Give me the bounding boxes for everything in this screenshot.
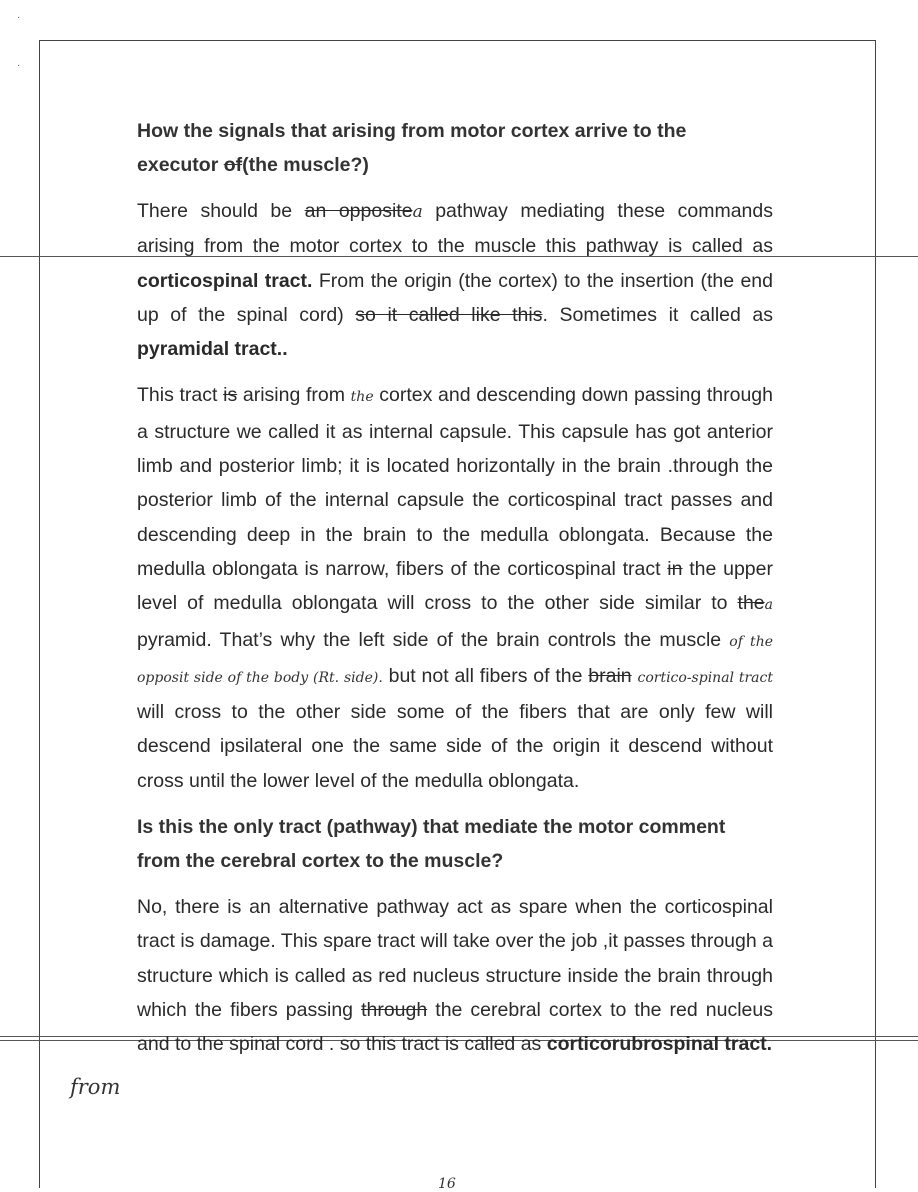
page-frame-top xyxy=(39,40,876,41)
bold-term: pyramidal tract.. xyxy=(137,338,288,361)
handwritten-insert: a xyxy=(764,597,773,614)
struck-word: is xyxy=(223,384,238,407)
page-frame-left xyxy=(39,40,40,1188)
handwritten-insert: of the opposit side of the body (Rt. side). xyxy=(137,633,773,686)
struck-word: an opposite xyxy=(304,200,413,222)
handwritten-insert: a xyxy=(412,202,423,222)
paragraph-text: cortex and descending down passing through a structure we called it as internal capsule. This capsule has got anterior limb and posterior limb; it is located horizontally in the brain .through the posterior limb of the internal capsule the corticospinal tract passes and descending deep in the brain to the medulla oblongata. Because the medulla oblongata is narrow, fibers of the corticospinal tract xyxy=(137,384,773,580)
struck-word: brain xyxy=(588,664,632,687)
paragraph-text: . Sometimes it called as xyxy=(542,303,774,326)
paragraph-text: but not all fibers of the xyxy=(382,664,589,687)
margin-note: from xyxy=(70,1075,121,1099)
paragraph-text: pathway mediating these commands arising from the motor cortex to the muscle this pathway is called as xyxy=(137,200,773,258)
struck-word: in xyxy=(667,557,683,580)
paragraph xyxy=(137,194,773,366)
page-frame-right xyxy=(875,40,876,1188)
section-heading xyxy=(137,114,773,182)
heading-text: (the muscle?) xyxy=(242,154,369,176)
bold-term: corticorubrospinal tract. xyxy=(546,1033,773,1056)
handwritten-insert: cortico-spinal tract xyxy=(637,669,773,686)
paragraph-text: From the origin (the cortex) to the insertion (the end up of the spinal cord) xyxy=(137,269,773,326)
paragraph xyxy=(137,890,773,1061)
document-body xyxy=(137,114,773,1074)
scan-mark: · xyxy=(17,12,21,23)
struck-word: the xyxy=(737,592,765,615)
paragraph-text: This tract xyxy=(137,384,224,407)
paragraph-text: pyramid. That’s why the left side of the brain controls the muscle xyxy=(137,628,730,651)
struck-word: so it called like this xyxy=(355,303,543,326)
scan-mark: · xyxy=(17,60,21,71)
struck-word: of xyxy=(223,154,243,176)
paragraph-text: There should be xyxy=(137,200,305,222)
handwritten-insert: the xyxy=(350,389,374,406)
paragraph-text: the upper level of medulla oblongata will cross to the other side similar to xyxy=(137,557,773,615)
paragraph-text: the cerebral cortex to the red nucleus and to the spinal cord . so this tract is called as xyxy=(137,998,774,1056)
section-heading: Is this the only tract (pathway) that mediate the motor comment from the cerebral cortex to the muscle? xyxy=(137,816,726,873)
bold-term: corticospinal tract. xyxy=(137,269,313,292)
page-number: 16 xyxy=(438,1176,456,1192)
paragraph-text: will cross to the other side some of the fibers that are only few will descend ipsilateral one the same side of the origin it descend without cross until the lower level of the medulla oblongata. xyxy=(137,701,773,792)
paragraph xyxy=(137,378,773,798)
heading-text: How the signals that arising from motor cortex arrive to the executor xyxy=(137,120,687,176)
paragraph-text: No, there is an alternative pathway act as spare when the corticospinal tract is damage. This spare tract will take over the job ,it passes through a structure which is called as red nucleus structure inside the brain through which the fibers passing xyxy=(137,896,773,1021)
paragraph-text: arising from xyxy=(237,384,351,407)
struck-word: through xyxy=(361,998,428,1021)
